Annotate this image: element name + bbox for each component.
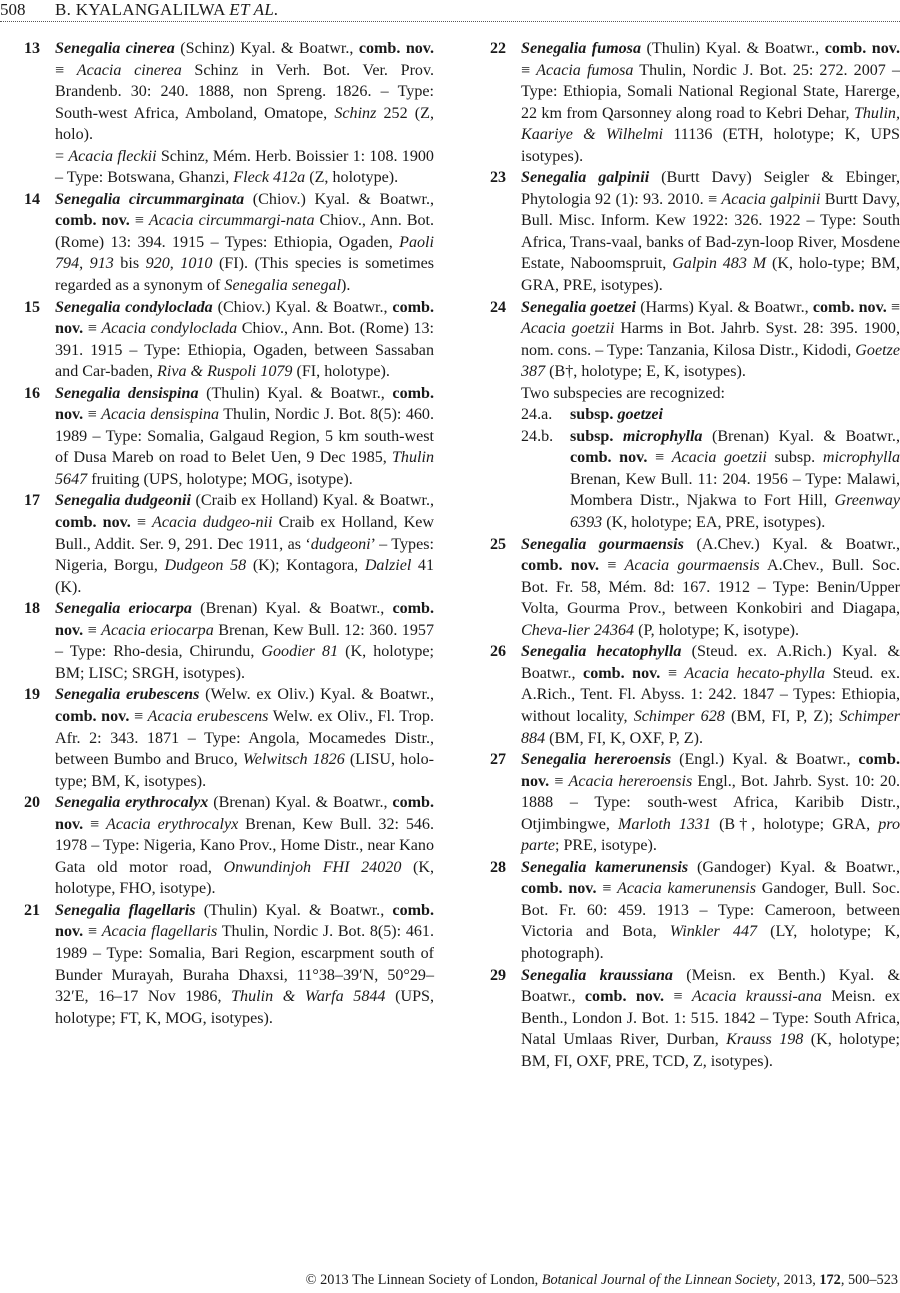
text: Thulin, Nordic J. Bot. 25: 272. 2007 – Type: Ethiopia, Somali National Regional State, Harerge, 22 km from Qarsonney along road to Kebri Dehar, [521, 61, 900, 122]
entry-paragraph [55, 598, 434, 684]
taxon-name: Senegalia kraussiana [521, 966, 673, 984]
italic-text: Welwitsch 1826 [242, 751, 345, 769]
bold-text: comb. nov. [55, 514, 131, 532]
bold-text: comb. nov. [812, 298, 887, 316]
footer-volume: 172 [819, 1272, 841, 1288]
italic-text: Acacia kamerunensis [617, 880, 757, 898]
text: (Schinz) Kyal. & Boatwr., [174, 40, 359, 57]
taxon-name: Senegalia eriocarpa [55, 600, 192, 618]
italic-text: Senegalia senegal [224, 277, 342, 295]
text: (Harms) Kyal. & Boatwr., [636, 298, 813, 316]
text: (Meisn. ex Benth.) Kyal. & Boatwr., [521, 966, 900, 1006]
entry-paragraph [521, 534, 900, 642]
italic-text: Thulin & Warfa 5844 [231, 988, 386, 1006]
text: ≡ [83, 621, 102, 639]
text: Welw. ex Oliv., Fl. Trop. Afr. 2: 343. 1871 – Type: Angola, Mocamedes Distr., between Bumbo and Bruco, [55, 707, 434, 769]
bold-text: comb. nov. [55, 901, 434, 941]
text: (K); Kontagora, [246, 557, 365, 575]
header-rule [0, 21, 900, 22]
entry-number: 25 [490, 535, 507, 553]
text: ≡ [83, 923, 102, 941]
text: fruiting (UPS, holotype; MOG, isotype). [87, 470, 353, 488]
text: ≡ [129, 707, 148, 725]
footer-year: , 2013, [776, 1272, 820, 1288]
entry-number: 28 [490, 858, 507, 876]
italic-text: Goodier 81 [261, 643, 339, 661]
entry-number: 20 [24, 794, 41, 812]
bold-text: comb. nov. [55, 707, 130, 725]
taxon-name: Senegalia hecatophylla [521, 643, 682, 661]
text: Engl., Bot. Jahrb. Syst. 10: 20. 1888 – Type: south-west Africa, Karibib Distr., Otjimbingwe, [521, 772, 900, 833]
text: ≡ [664, 988, 692, 1006]
text: ≡ [130, 514, 153, 532]
entry-paragraph [521, 857, 900, 965]
text: (Brenan) Kyal. & Boatwr., [191, 600, 393, 618]
text: (FI). (This species is sometimes regarded as a synonym of [55, 255, 435, 295]
italic-text: Acacia hereroensis [568, 772, 693, 790]
taxon-entry [490, 167, 900, 296]
entry-paragraph [521, 383, 900, 405]
entry-number: 23 [490, 169, 507, 187]
bold-text: comb. nov. [583, 664, 661, 682]
right-column [490, 38, 900, 1072]
bold-text: subsp. [570, 427, 623, 445]
taxon-name: Senegalia circummarginata [55, 190, 245, 208]
italic-text: 1010 [180, 255, 213, 273]
text: (K, holotype; BM; LISC; SRGH, isotypes). [55, 643, 434, 682]
entry-number: 21 [24, 901, 41, 919]
text: (BM, FI, K, OXF, P, Z). [545, 729, 704, 747]
italic-text: Goetze 387 [521, 341, 900, 381]
taxon-entry [24, 189, 434, 297]
bold-text: comb. nov. [55, 384, 434, 424]
text: (K, holo-type; BM, GRA, PRE, isotypes). [521, 255, 900, 295]
taxon-name: Senegalia goetzei [521, 298, 637, 316]
bold-text: comb. nov. [521, 557, 599, 575]
text: (Thulin) Kyal. & Boatwr., [198, 384, 393, 402]
text: Brenan, Kew Bull. 12: 360. 1957 – Type: Rho-desia, Chirundu, [55, 621, 434, 661]
taxon-entry [490, 965, 900, 1073]
italic-text: pro parte [521, 815, 900, 855]
entry-number: 13 [24, 40, 41, 57]
text: (P, holotype; K, isotype). [634, 621, 800, 639]
taxon-entry [24, 792, 434, 900]
italic-text: Acacia cinerea [76, 61, 182, 79]
text: 11136 (ETH, holotype; K, UPS isotypes). [521, 126, 900, 165]
italic-text: Thulin 5647 [55, 449, 434, 488]
italic-text: Acacia dudgeo-nii [152, 514, 273, 532]
taxon-name: Senegalia dudgeonii [55, 492, 191, 510]
text: (Chiov.) Kyal. & Boatwr., [212, 298, 393, 316]
text: (Craib ex Holland) Kyal. & Boatwr., [190, 492, 434, 510]
italic-text: Galpin 483 M [672, 255, 767, 273]
running-head [55, 0, 279, 20]
text: ≡ [83, 406, 102, 424]
italic-text: Fleck 412a [233, 169, 306, 187]
italic-text: Acacia galpinii [721, 190, 821, 208]
text: Thulin, Nordic J. Bot. 8(5): 461. 1989 – Type: Somalia, Bari Region, escarpment south of Bunder Murayah, Buraha Dhaxsi, 11°38–39′N, 50°29–32′E, 16–17 Nov 1986, [55, 923, 434, 1006]
taxon-entry [490, 534, 900, 642]
taxon-entry [24, 900, 434, 1029]
text: ). [341, 277, 351, 295]
text: (B†, holotype; GRA, [711, 815, 879, 833]
text: (Steud. ex. A.Rich.) Kyal. & Boatwr., [521, 643, 900, 682]
taxon-name: goetzei [617, 406, 664, 424]
text: ’ – Types: Nigeria, Borgu, [55, 535, 434, 575]
text: Brenan, Kew Bull. 11: 204. 1956 – Type: Malawi, Mombera Distr., Njakwa to Fort Hill, [570, 470, 900, 510]
text: Steud. ex. A.Rich., Tent. Fl. Abyss. 1: 242. 1847 – Types: Ethiopia, without locality, [521, 664, 900, 725]
text: , [79, 255, 90, 273]
left-column [24, 38, 434, 1029]
running-head-etal: ET AL. [229, 0, 279, 19]
entry-paragraph [521, 641, 900, 749]
text: Thulin, Nordic J. Bot. 8(5): 460. 1989 – Type: Somalia, Galgaud Region, 5 km south-west of Dusa Mareb on road to Belet Uen, 9 Dec 1985, [55, 406, 434, 467]
entry-number: 19 [24, 686, 41, 704]
taxon-name: microphylla [622, 427, 703, 445]
italic-text: Krauss 198 [726, 1031, 804, 1049]
text: Gandoger, Bull. Soc. Bot. Fr. 60: 459. 1913 – Type: Cameroon, between Victoria and Bota, [521, 880, 900, 941]
text: ≡ [83, 815, 107, 833]
italic-text: Schinz [334, 104, 377, 122]
text: Schinz, Mém. Herb. Boissier 1: 108. 1900 – Type: Botswana, Ghanzi, [55, 147, 434, 187]
taxon-name: Senegalia hereroensis [521, 751, 672, 769]
entry-paragraph [55, 900, 434, 1029]
entry-paragraph [521, 749, 900, 857]
italic-text: Onwundinjoh FHI 24020 [223, 858, 402, 876]
text: A.Chev., Bull. Soc. Bot. Fr. 58, Mém. 8d: 167. 1912 – Type: Benin/Upper Volta, Gourma Prov., between Konkobiri and Diagapa, [521, 557, 900, 618]
text: ≡ [55, 61, 77, 79]
taxon-name: Senegalia erythrocalyx [55, 794, 209, 812]
taxon-entry [490, 857, 900, 965]
text: ; PRE, isotype). [554, 837, 657, 855]
italic-text: Marloth 1331 [618, 815, 712, 833]
taxon-entry [490, 38, 900, 167]
text: (Burtt Davy) Seigler & Ebinger, Phytologia 92 (1): 93. 2010. ≡ [521, 169, 900, 208]
entry-number: 14 [24, 190, 41, 208]
bold-text: comb. nov. [358, 40, 434, 57]
entry-number: 27 [490, 751, 507, 769]
entry-paragraph [521, 965, 900, 1073]
text: (K, holotype, FHO, isotype). [55, 858, 434, 898]
text: ≡ [660, 664, 685, 682]
text: ≡ [886, 298, 900, 316]
bold-text: comb. nov. [55, 794, 434, 833]
taxon-name: Senegalia flagellaris [55, 901, 196, 919]
entry-number: 22 [490, 40, 507, 57]
entry-paragraph [55, 383, 434, 491]
taxon-name: Senegalia gourmaensis [521, 535, 684, 553]
footer-journal: Botanical Journal of the Linnean Society [541, 1272, 777, 1288]
italic-text: Cheva-lier 24364 [521, 621, 635, 639]
entry-paragraph [55, 684, 434, 792]
entry-number: 17 [24, 492, 41, 510]
italic-text: Paoli 794 [55, 233, 434, 273]
taxon-name: Senegalia cinerea [55, 40, 175, 57]
text: (UPS, holotype; FT, K, MOG, isotypes). [55, 988, 434, 1027]
subspecies-label: 24.b. [521, 427, 554, 445]
italic-text: microphylla [822, 449, 900, 467]
italic-text: Acacia erythrocalyx [106, 815, 239, 833]
text: (LY, holotype; K, photograph). [521, 923, 900, 962]
bold-text: comb. nov. [521, 880, 597, 898]
text: (FI, holotype). [292, 363, 390, 381]
text: (K, holotype; BM, FI, OXF, PRE, TCD, Z, isotypes). [521, 1031, 900, 1070]
taxon-entry [24, 297, 434, 383]
taxon-entry [490, 749, 900, 857]
italic-text: Dalziel [364, 557, 412, 575]
text: (Gandoger) Kyal. & Boatwr., [688, 858, 900, 876]
text: 252 (Z, holo). [55, 104, 434, 144]
italic-text: Acacia erubescens [147, 707, 269, 725]
taxon-name: Senegalia fumosa [521, 40, 641, 57]
bold-text: comb. nov. [55, 212, 130, 230]
taxon-entry [24, 598, 434, 684]
italic-text: Acacia flagellaris [101, 923, 218, 941]
italic-text: Riva & Ruspoli 1079 [157, 363, 293, 381]
text: ≡ [596, 880, 618, 898]
text: Brenan, Kew Bull. 32: 546. 1978 – Type: Nigeria, Kano Prov., Home Distr., near Kano Gata old motor road, [55, 815, 435, 876]
bold-text: comb. nov. [570, 449, 648, 467]
text: Burtt Davy, Bull. Misc. Inform. Kew 1922: 326. 1922 – Type: South Africa, Trans-vaal, banks of Bad-zyn-loop River, Mosdene Estate, Naboomspruit, [521, 190, 900, 273]
taxon-entry [24, 490, 434, 598]
text: (Welw. ex Oliv.) Kyal. & Boatwr., [199, 686, 434, 704]
entry-number: 24 [490, 298, 507, 316]
entry-number: 16 [24, 384, 41, 402]
subspecies-entry [521, 426, 900, 534]
taxon-name: Senegalia galpinii [521, 169, 650, 187]
entry-paragraph [521, 38, 900, 167]
subspecies-entry [521, 404, 900, 426]
italic-text: Acacia goetzii [671, 449, 767, 467]
italic-text: 913 [89, 255, 114, 273]
text: Schinz in Verh. Bot. Ver. Prov. Brandenb. 30: 240. 1888, non Spreng. 1826. – Type: South-west Africa, Amboland, Omatope, [55, 61, 434, 122]
text: bis [113, 255, 146, 273]
entry-paragraph [55, 189, 434, 297]
text: ≡ [647, 449, 672, 467]
entry-number: 18 [24, 600, 41, 618]
italic-text: Acacia gourmaensis [624, 557, 760, 575]
italic-text: Acacia fleckii [68, 147, 157, 165]
entry-number: 29 [490, 966, 507, 984]
italic-text: Winkler 447 [669, 923, 758, 941]
taxon-entry [24, 684, 434, 792]
text: (Thulin) Kyal. & Boatwr., [641, 40, 825, 57]
text: (BM, FI, P, Z); [724, 707, 840, 725]
text: (A.Chev.) Kyal. & Boatwr., [683, 535, 900, 553]
text: Craib ex Holland, Kew Bull., Addit. Ser. 9, 291. Dec 1911, as ‘ [55, 514, 435, 553]
italic-text: Thulin, Kaariye & Wilhelmi [521, 104, 900, 144]
italic-text: Acacia fumosa [536, 61, 634, 79]
taxon-name: Senegalia erubescens [55, 686, 200, 704]
italic-text: Dudgeon 58 [164, 557, 247, 575]
italic-text: Acacia eriocarpa [101, 621, 214, 639]
text: ≡ [521, 61, 537, 79]
text: Harms in Bot. Jahrb. Syst. 28: 395. 1900, nom. cons. – Type: Tanzania, Kilosa Distr., Kidodi, [521, 320, 900, 359]
taxon-name: Senegalia densispina [55, 384, 199, 402]
text: = [55, 147, 69, 165]
entry-paragraph [55, 297, 434, 383]
text: ≡ [598, 557, 625, 575]
subspecies-label: 24.a. [521, 406, 553, 424]
page-number: 508 [0, 0, 26, 19]
bold-text: comb. nov. [824, 40, 900, 57]
bold-text: comb. nov. [55, 600, 435, 639]
taxon-name: Senegalia kamerunensis [521, 858, 689, 876]
italic-text: 920 [145, 255, 170, 273]
text: Chiov., Ann. Bot. (Rome) 13: 391. 1915 – Type: Ethiopia, Ogaden, between Sassaban and Car-baden, [55, 320, 435, 381]
italic-text: Acacia hecato-phylla [684, 664, 826, 682]
bold-text: subsp. [570, 406, 618, 424]
footer-pages: , 500–523 [840, 1272, 898, 1288]
entry-paragraph [55, 146, 434, 189]
text: (Brenan) Kyal. & Boatwr., [208, 794, 393, 812]
italic-text: Schimper 884 [521, 707, 900, 747]
text: (K, holotype; EA, PRE, isotypes). [602, 514, 826, 532]
text: (B†, holotype; E, K, isotypes). [545, 363, 746, 381]
entry-paragraph [521, 167, 900, 296]
text: , [169, 255, 181, 273]
taxon-entry [490, 297, 900, 534]
italic-text: Acacia condyloclada [101, 320, 238, 338]
bold-text: comb. nov. [55, 298, 434, 338]
entry-paragraph [55, 490, 434, 598]
text: (Engl.) Kyal. & Boatwr., [671, 751, 859, 769]
text: ≡ [129, 212, 149, 230]
italic-text: Acacia kraussi-ana [691, 988, 822, 1006]
bold-text: comb. nov. [584, 988, 665, 1006]
italic-text: Acacia densispina [101, 406, 220, 424]
text: (Thulin) Kyal. & Boatwr., [195, 901, 393, 919]
entry-number: 15 [24, 298, 41, 316]
footer-copyright: © 2013 The Linnean Society of London, [305, 1272, 542, 1288]
text: (Z, holotype). [305, 169, 399, 187]
text: ≡ [549, 772, 569, 790]
text: (Brenan) Kyal. & Boatwr., [702, 427, 900, 445]
text: 41 (K). [55, 557, 435, 596]
italic-text: dudgeoni [310, 535, 371, 553]
text: (LISU, holo-type; BM, K, isotypes). [55, 751, 434, 790]
italic-text: Acacia circummargi-nata [148, 212, 315, 230]
bold-text: comb. nov. [521, 751, 900, 790]
italic-text: Acacia goetzii [521, 320, 615, 338]
entry-paragraph [55, 38, 434, 146]
italic-text: Schimper 628 [633, 707, 725, 725]
running-head-authors: B. KYALANGALILWA [55, 0, 230, 19]
taxon-name: Senegalia condyloclada [55, 298, 213, 316]
text: Meisn. ex Benth., London J. Bot. 1: 515. 1842 – Type: South Africa, Natal Umlaas River, Durban, [521, 988, 900, 1049]
text: (Chiov.) Kyal. & Boatwr., [244, 190, 434, 208]
entry-paragraph [55, 792, 434, 900]
page-footer [306, 1272, 898, 1289]
entry-number: 26 [490, 643, 507, 661]
text: Chiov., Ann. Bot. (Rome) 13: 394. 1915 – Types: Ethiopia, Ogaden, [55, 212, 435, 251]
text: subsp. [766, 449, 823, 467]
text: ≡ [83, 320, 102, 338]
text: Two subspecies are recognized: [521, 384, 725, 402]
taxon-entry [24, 38, 434, 189]
taxon-entry [24, 383, 434, 491]
italic-text: Greenway 6393 [570, 492, 900, 532]
entry-paragraph [521, 297, 900, 383]
taxon-entry [490, 641, 900, 749]
